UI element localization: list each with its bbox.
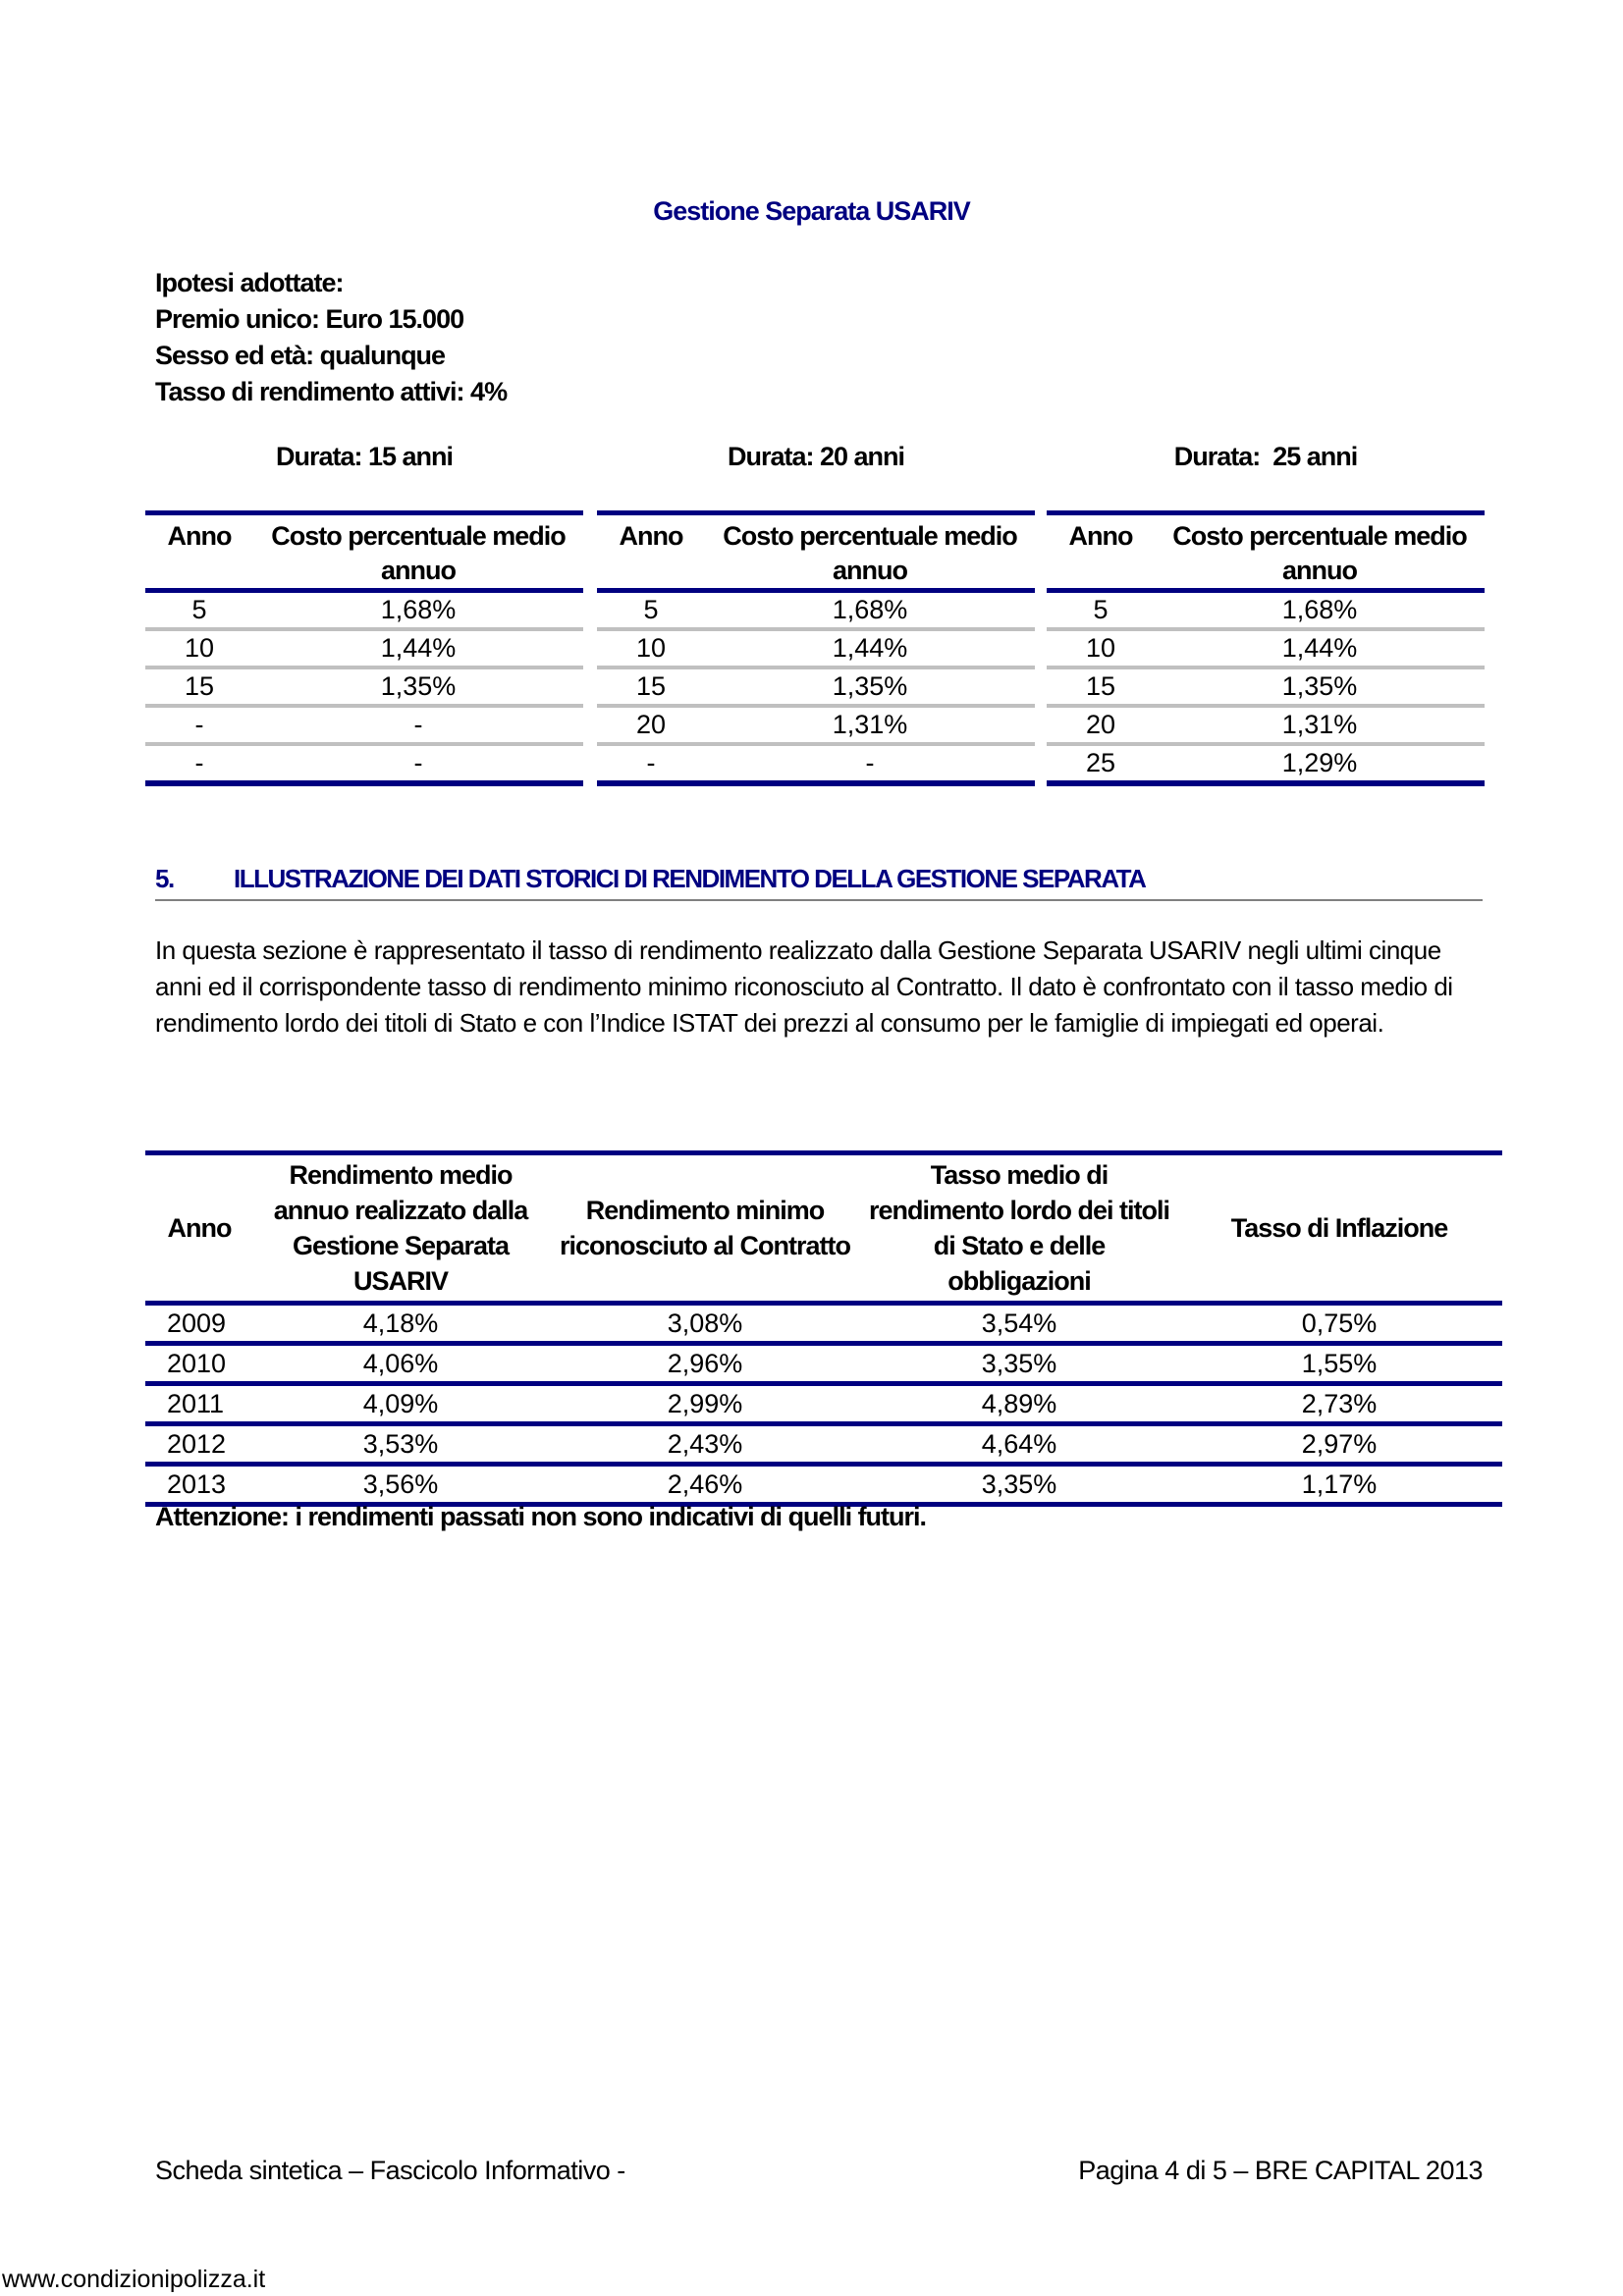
col-header-tasso-titoli-stato: Tasso medio di rendimento lordo dei titoli di Stato e delle obbligazioni bbox=[869, 1160, 1169, 1296]
cell-rendimento-realizzato: 4,09% bbox=[362, 1389, 439, 1418]
cell-costo: 1,68% bbox=[380, 595, 457, 624]
col-header-rendimento-realizzato: Rendimento medio annuo realizzato dalla Gestione Separata USARIV bbox=[273, 1160, 528, 1296]
durata-label: Durata: 25 anni bbox=[1173, 442, 1358, 471]
watermark-link[interactable]: www.condizionipolizza.it bbox=[2, 2266, 266, 2293]
col-header-inflazione: Tasso di Inflazione bbox=[1230, 1213, 1448, 1243]
table-row bbox=[145, 706, 583, 744]
table-row bbox=[145, 1304, 1502, 1344]
cell-inflazione: 1,17% bbox=[1301, 1469, 1378, 1499]
cell-costo: 1,31% bbox=[832, 710, 908, 739]
cell-rendimento-realizzato: 4,06% bbox=[362, 1349, 439, 1378]
cell-anno: 2013 bbox=[167, 1469, 227, 1499]
table-row bbox=[145, 1465, 1502, 1505]
table-row bbox=[1047, 629, 1485, 667]
cell-anno: 2012 bbox=[167, 1429, 227, 1459]
cell-rendimento-minimo: 2,96% bbox=[667, 1349, 743, 1378]
hypotheses-block bbox=[155, 265, 507, 410]
hypothesis-line: Sesso ed età: qualunque bbox=[155, 341, 446, 370]
cell-costo: 1,44% bbox=[832, 633, 908, 663]
cell-anno: 5 bbox=[1093, 595, 1109, 624]
cell-costo: 1,44% bbox=[1281, 633, 1358, 663]
cell-anno: 10 bbox=[1085, 633, 1116, 663]
cell-costo: 1,44% bbox=[380, 633, 457, 663]
cost-table bbox=[145, 510, 583, 786]
cell-anno: 25 bbox=[1085, 748, 1116, 777]
cell-costo: - bbox=[413, 710, 423, 739]
cell-rendimento-realizzato: 3,53% bbox=[362, 1429, 439, 1459]
cell-tasso-titoli-stato: 3,35% bbox=[981, 1349, 1057, 1378]
cell-anno: 5 bbox=[191, 595, 207, 624]
historical-returns-table bbox=[145, 1150, 1502, 1507]
table-row bbox=[1047, 744, 1485, 783]
section-heading bbox=[155, 864, 1483, 901]
cell-costo: 1,35% bbox=[832, 671, 908, 701]
table-row bbox=[597, 706, 1035, 744]
cell-costo: 1,35% bbox=[380, 671, 457, 701]
col-header-costo: Costo percentuale medio annuo bbox=[723, 521, 1017, 585]
table-row bbox=[145, 1384, 1502, 1424]
cell-tasso-titoli-stato: 4,64% bbox=[981, 1429, 1057, 1459]
table-row bbox=[145, 1344, 1502, 1384]
section-title: ILLUSTRAZIONE DEI DATI STORICI DI RENDIMENTO DELLA GESTIONE SEPARATA bbox=[234, 864, 1146, 893]
cost-table-25 bbox=[1047, 442, 1485, 786]
table-row bbox=[597, 591, 1035, 630]
cell-anno: 15 bbox=[184, 671, 215, 701]
cell-tasso-titoli-stato: 4,89% bbox=[981, 1389, 1057, 1418]
cell-costo: 1,29% bbox=[1281, 748, 1358, 777]
cell-rendimento-realizzato: 3,56% bbox=[362, 1469, 439, 1499]
col-header-anno: Anno bbox=[619, 521, 683, 551]
cell-inflazione: 1,55% bbox=[1301, 1349, 1378, 1378]
col-header-anno: Anno bbox=[167, 521, 232, 551]
cell-anno: 2009 bbox=[167, 1308, 227, 1338]
cell-costo: 1,68% bbox=[832, 595, 908, 624]
cell-anno: 5 bbox=[643, 595, 659, 624]
cell-costo: - bbox=[865, 748, 875, 777]
table-row bbox=[597, 744, 1035, 783]
cell-inflazione: 0,75% bbox=[1301, 1308, 1378, 1338]
cell-costo: 1,35% bbox=[1281, 671, 1358, 701]
cell-rendimento-realizzato: 4,18% bbox=[362, 1308, 439, 1338]
table-row bbox=[1047, 591, 1485, 630]
cell-anno: 20 bbox=[635, 710, 667, 739]
table-row bbox=[597, 629, 1035, 667]
cell-anno: 10 bbox=[184, 633, 215, 663]
cell-anno: 2011 bbox=[167, 1389, 225, 1418]
disclaimer: Attenzione: i rendimenti passati non sono indicativi di quelli futuri. bbox=[155, 1502, 927, 1531]
cell-costo: 1,31% bbox=[1281, 710, 1358, 739]
cell-inflazione: 2,97% bbox=[1301, 1429, 1378, 1459]
cost-table bbox=[1047, 510, 1485, 786]
cell-anno: 10 bbox=[635, 633, 667, 663]
cell-costo: 1,68% bbox=[1281, 595, 1358, 624]
cell-anno: 20 bbox=[1085, 710, 1116, 739]
cell-anno: 15 bbox=[635, 671, 667, 701]
cell-inflazione: 2,73% bbox=[1301, 1389, 1378, 1418]
table-row bbox=[145, 667, 583, 706]
cell-anno: - bbox=[194, 748, 204, 777]
hypotheses-heading: Ipotesi adottate: bbox=[155, 268, 344, 297]
table-row bbox=[145, 744, 583, 783]
table-row bbox=[597, 667, 1035, 706]
cell-tasso-titoli-stato: 3,35% bbox=[981, 1469, 1057, 1499]
section-intro: In questa sezione è rappresentato il tasso di rendimento realizzato dalla Gestione Separata USARIV negli ultimi cinque anni ed il corrispondente tasso di rendimento minimo riconosciuto al Contratto. Il dato è confrontato con il tasso medio di rendimento lordo dei titoli di Stato e con l’Indice ISTAT dei prezzi al consumo per le famiglie di impiegati ed operai. bbox=[155, 935, 1453, 1038]
cell-costo: - bbox=[413, 748, 423, 777]
hypothesis-line: Tasso di rendimento attivi: 4% bbox=[155, 377, 508, 406]
table-row bbox=[145, 1424, 1502, 1465]
cell-rendimento-minimo: 2,99% bbox=[667, 1389, 743, 1418]
section-number: 5. bbox=[155, 864, 174, 893]
cell-anno: 2010 bbox=[167, 1349, 227, 1378]
col-header-anno: Anno bbox=[1068, 521, 1133, 551]
cost-table-20 bbox=[597, 442, 1035, 786]
table-row bbox=[1047, 706, 1485, 744]
cell-tasso-titoli-stato: 3,54% bbox=[981, 1308, 1057, 1338]
cell-anno: - bbox=[646, 748, 656, 777]
hypothesis-line: Premio unico: Euro 15.000 bbox=[155, 304, 464, 334]
col-header-costo: Costo percentuale medio annuo bbox=[271, 521, 566, 585]
col-header-rendimento-minimo: Rendimento minimo riconosciuto al Contratto bbox=[559, 1196, 850, 1260]
col-header-anno: Anno bbox=[167, 1213, 232, 1243]
footer-left: Scheda sintetica – Fascicolo Informativo - bbox=[155, 2156, 625, 2185]
table-row bbox=[145, 629, 583, 667]
cell-rendimento-minimo: 2,43% bbox=[667, 1429, 743, 1459]
cost-table bbox=[597, 510, 1035, 786]
table-row bbox=[145, 591, 583, 630]
cell-anno: 15 bbox=[1085, 671, 1116, 701]
durata-label: Durata: 15 anni bbox=[275, 442, 454, 471]
col-header-costo: Costo percentuale medio annuo bbox=[1172, 521, 1467, 585]
cost-table-15 bbox=[145, 442, 583, 786]
cell-anno: - bbox=[194, 710, 204, 739]
footer-page-info: Pagina 4 di 5 – BRE CAPITAL 2013 bbox=[1078, 2156, 1483, 2185]
cell-rendimento-minimo: 2,46% bbox=[667, 1469, 743, 1499]
cell-rendimento-minimo: 3,08% bbox=[667, 1308, 743, 1338]
page-title: Gestione Separata USARIV bbox=[653, 196, 970, 226]
durata-label: Durata: 20 anni bbox=[727, 442, 905, 471]
table-row bbox=[1047, 667, 1485, 706]
